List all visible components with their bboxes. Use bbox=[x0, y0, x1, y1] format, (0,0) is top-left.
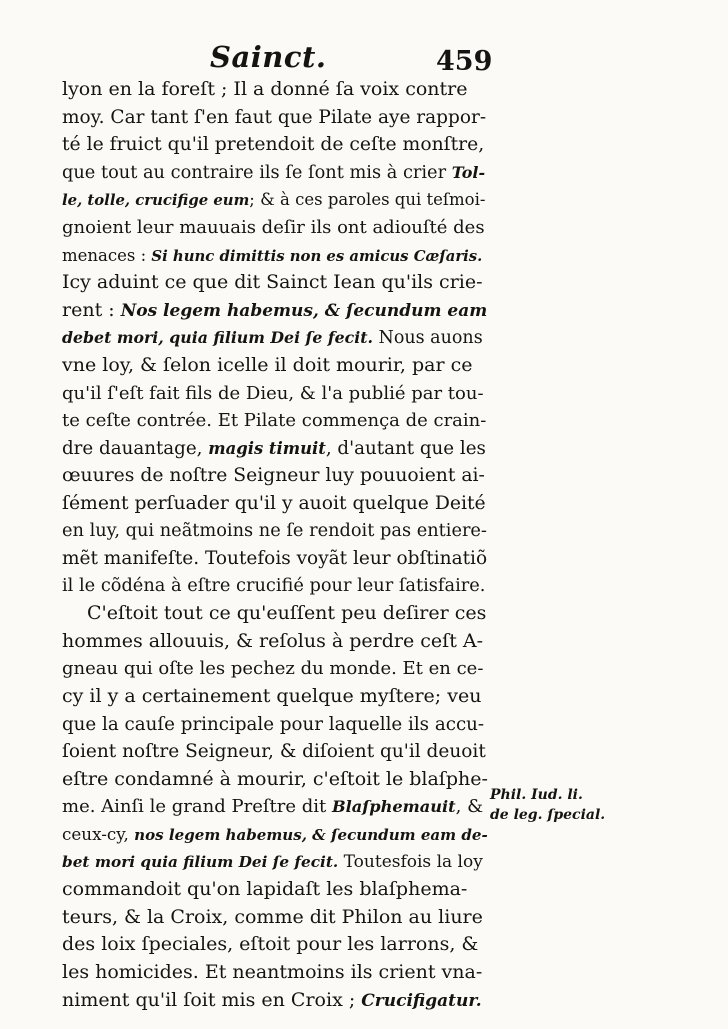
text-line bbox=[62, 435, 487, 463]
text-segment: hommes allouuis, & reſolus à perdre ceſt A- bbox=[62, 629, 484, 652]
text-segment: ceux-cy, bbox=[62, 824, 135, 845]
text-segment: ; & à ces paroles qui teſmoi- bbox=[249, 190, 486, 210]
text-line bbox=[62, 76, 487, 104]
text-line bbox=[62, 876, 487, 904]
text-line bbox=[62, 269, 487, 297]
text-segment: lyon en la foreſt ; Il a donné ſa voix contre bbox=[62, 78, 468, 100]
text-segment: , & bbox=[455, 796, 484, 818]
text-segment: ſément perſuader qu'il y auoit quelque Deité bbox=[62, 492, 486, 514]
margin-note-line: de leg. ſpecial. bbox=[490, 807, 606, 823]
latin-quotation: magis timuit bbox=[208, 438, 326, 458]
text-line bbox=[62, 600, 487, 628]
text-segment: C'eſtoit tout ce qu'euſſent peu deſirer ces bbox=[87, 602, 487, 625]
text-line bbox=[62, 297, 487, 325]
text-line bbox=[62, 518, 487, 546]
text-segment: menaces : bbox=[62, 245, 152, 265]
latin-quotation: Nos legem habemus, & ſecundum eam bbox=[120, 300, 488, 321]
text-line bbox=[62, 242, 487, 270]
text-line bbox=[62, 904, 487, 932]
text-segment: que la cauſe principale pour laquelle ils accu- bbox=[62, 713, 485, 735]
text-line bbox=[62, 987, 487, 1015]
latin-quotation: Tol- bbox=[451, 162, 486, 182]
text-line bbox=[62, 462, 487, 490]
text-segment: les homicides. Et neantmoins ils crient vna- bbox=[62, 961, 483, 983]
text-segment: qu'il ſ'eſt fait fils de Dieu, & l'a publié par tou- bbox=[62, 382, 484, 404]
text-segment: Icy aduint ce que dit Sainct Iean qu'ils crie- bbox=[62, 271, 483, 294]
text-segment: vne loy, & ſelon icelle il doit mourir, par ce bbox=[62, 353, 473, 376]
text-line bbox=[62, 738, 487, 766]
text-segment: que tout au contraire ils ſe ſont mis à crier bbox=[62, 162, 452, 183]
text-segment: me. Ainſi le grand Preſtre dit bbox=[62, 796, 332, 818]
text-line bbox=[62, 959, 487, 987]
text-segment: te ceſte contrée. Et Pilate commença de crain- bbox=[62, 410, 487, 432]
text-line bbox=[62, 490, 487, 518]
text-segment: dre dauantage, bbox=[62, 437, 209, 459]
text-segment: niment qu'il ſoit mis en Croix ; bbox=[62, 988, 362, 1011]
text-line bbox=[62, 793, 487, 821]
text-segment: gnoient leur mauuais deſir ils ont adiouſté des bbox=[62, 216, 485, 238]
page-number: 459 bbox=[436, 46, 493, 77]
text-line bbox=[62, 655, 487, 683]
text-line bbox=[62, 352, 487, 380]
text-line bbox=[62, 683, 487, 711]
text-segment: rent : bbox=[62, 298, 121, 321]
text-segment: moy. Car tant ſ'en faut que Pilate aye rappor- bbox=[62, 106, 487, 128]
text-line bbox=[62, 380, 487, 408]
text-segment: eſtre condamné à mourir, c'eſtoit le blaſphe- bbox=[62, 767, 488, 790]
text-line bbox=[62, 104, 487, 132]
text-line bbox=[62, 131, 487, 159]
latin-quotation: Blaſphemauit bbox=[331, 797, 456, 817]
text-segment: œuures de noſtre Seigneur luy pouuoient ai- bbox=[62, 465, 485, 487]
text-segment: , d'autant que les bbox=[325, 437, 486, 459]
text-segment: Toutesfois la loy bbox=[338, 851, 483, 872]
text-segment: il le cõdéna à eſtre crucifié pour leur ſatisfaire. bbox=[62, 575, 486, 596]
text-line bbox=[62, 628, 487, 656]
text-line bbox=[62, 324, 487, 352]
margin-note-line: Phil. Iud. li. bbox=[490, 787, 583, 803]
text-segment: cy il y a certainement quelque myſtere; veu bbox=[62, 685, 482, 708]
body-text bbox=[62, 76, 487, 1014]
text-line bbox=[62, 821, 487, 849]
latin-quotation: bet mori quia filium Dei ſe fecit. bbox=[62, 852, 339, 871]
latin-quotation: nos legem habemus, & ſecundum eam de- bbox=[134, 826, 488, 845]
text-line bbox=[62, 766, 487, 794]
text-segment: gneau qui oſte les pechez du monde. Et en ce- bbox=[62, 658, 484, 680]
running-head: Sainct. bbox=[210, 40, 327, 74]
margin-note bbox=[490, 785, 606, 825]
text-line bbox=[62, 159, 487, 187]
text-line bbox=[62, 849, 487, 877]
text-segment: Nous auons bbox=[372, 328, 483, 349]
text-line bbox=[62, 711, 487, 739]
text-segment: mẽt manifeſte. Toutefois voyãt leur obſtinatiõ bbox=[62, 548, 488, 570]
text-segment: ſoient noſtre Seigneur, & diſoient qu'il deuoit bbox=[62, 741, 486, 763]
text-line bbox=[62, 407, 487, 435]
text-segment: teurs, & la Croix, comme dit Philon au liure bbox=[62, 905, 483, 928]
latin-quotation: le, tolle, crucifige eum bbox=[62, 191, 250, 210]
text-segment: té le fruict qu'il pretendoit de ceſte monſtre, bbox=[62, 134, 485, 156]
text-line bbox=[62, 931, 487, 959]
text-segment: en luy, qui neãtmoins ne ſe rendoit pas entiere- bbox=[62, 520, 487, 541]
text-segment: des loix ſpeciales, eſtoit pour les larrons, & bbox=[62, 933, 479, 956]
latin-quotation: Crucifigatur. bbox=[361, 990, 482, 1011]
text-segment: commandoit qu'on lapidaſt les blaſphema- bbox=[62, 878, 468, 901]
text-line bbox=[62, 186, 487, 214]
text-line bbox=[62, 214, 487, 242]
text-line bbox=[62, 545, 487, 573]
text-line bbox=[62, 573, 487, 601]
latin-quotation: Si hunc dimittis non es amicus Cæſaris. bbox=[151, 246, 483, 265]
latin-quotation: debet mori, quia filium Dei ſe fecit. bbox=[62, 328, 373, 348]
